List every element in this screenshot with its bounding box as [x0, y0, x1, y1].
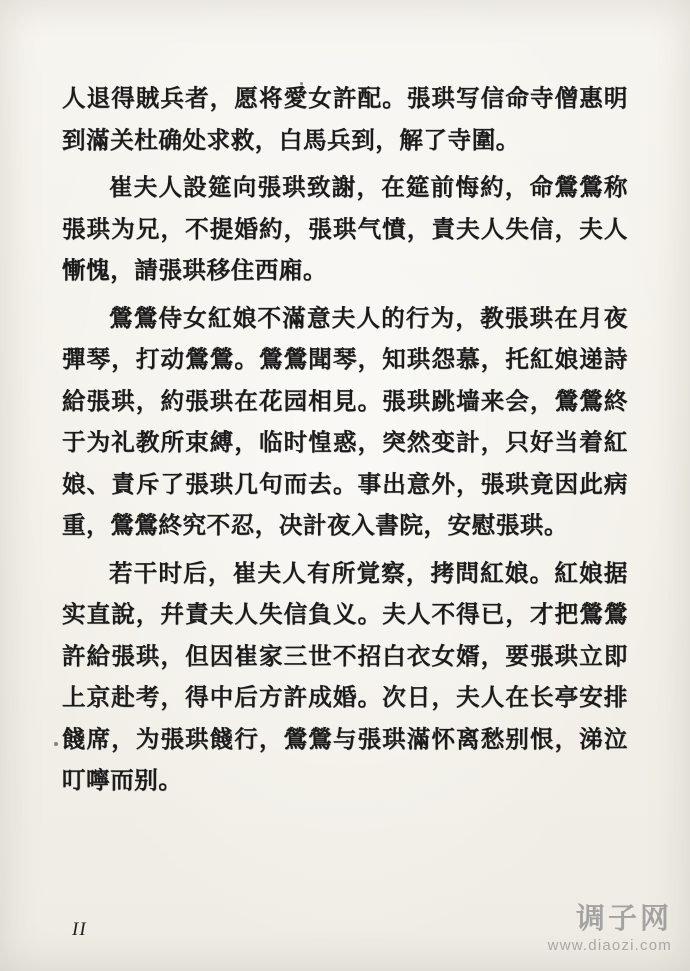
watermark	[548, 901, 672, 957]
page-body	[62, 78, 628, 888]
paragraph-3: 鶯鶯侍女紅娘不滿意夫人的行为，教張珙在月夜彈琴，打动鶯鶯。鶯鶯聞琴，知珙怨慕，托紅娘递詩給張珙，約張珙在花园相見。張珙跳墙来会，鶯鶯終于为礼教所束縛，临时惶惑，突然变計，只好当着紅娘、責斥了張珙几句而去。事出意外，張珙竟因此病重，鶯鶯終究不忍，决計夜入書院，安慰張珙。	[62, 303, 628, 539]
paragraph-2: 崔夫人設筵向張珙致謝，在筵前悔約，命鶯鶯称張珙为兄，不提婚約，張珙气憤，責夫人失信，夫人慚愧，請張珙移住西廂。	[62, 173, 628, 284]
watermark-url: www.diaozi.com	[547, 937, 672, 954]
watermark-title: 调子网	[575, 901, 672, 935]
paragraph-4: 若干时后，崔夫人有所覚察，拷問紅娘。紅娘据实直說，幷責夫人失信負义。夫人不得已，才把鶯鶯許給張珙，但因崔家三世不招白衣女婿，要張珙立即上京赴考，得中后方許成婚。次日，夫人在长亭安排餞席，为張珙餞行，鶯鶯与張珙滿怀离愁别恨，涕泣叮嚀而别。	[62, 558, 628, 794]
scan-speck	[54, 742, 58, 746]
paragraph-1: 人退得賊兵者，愿将愛女許配。張珙写信命寺僧惠明到滿关杜确处求救，白馬兵到，解了寺圍。	[62, 84, 628, 154]
page-number: II	[72, 919, 87, 940]
